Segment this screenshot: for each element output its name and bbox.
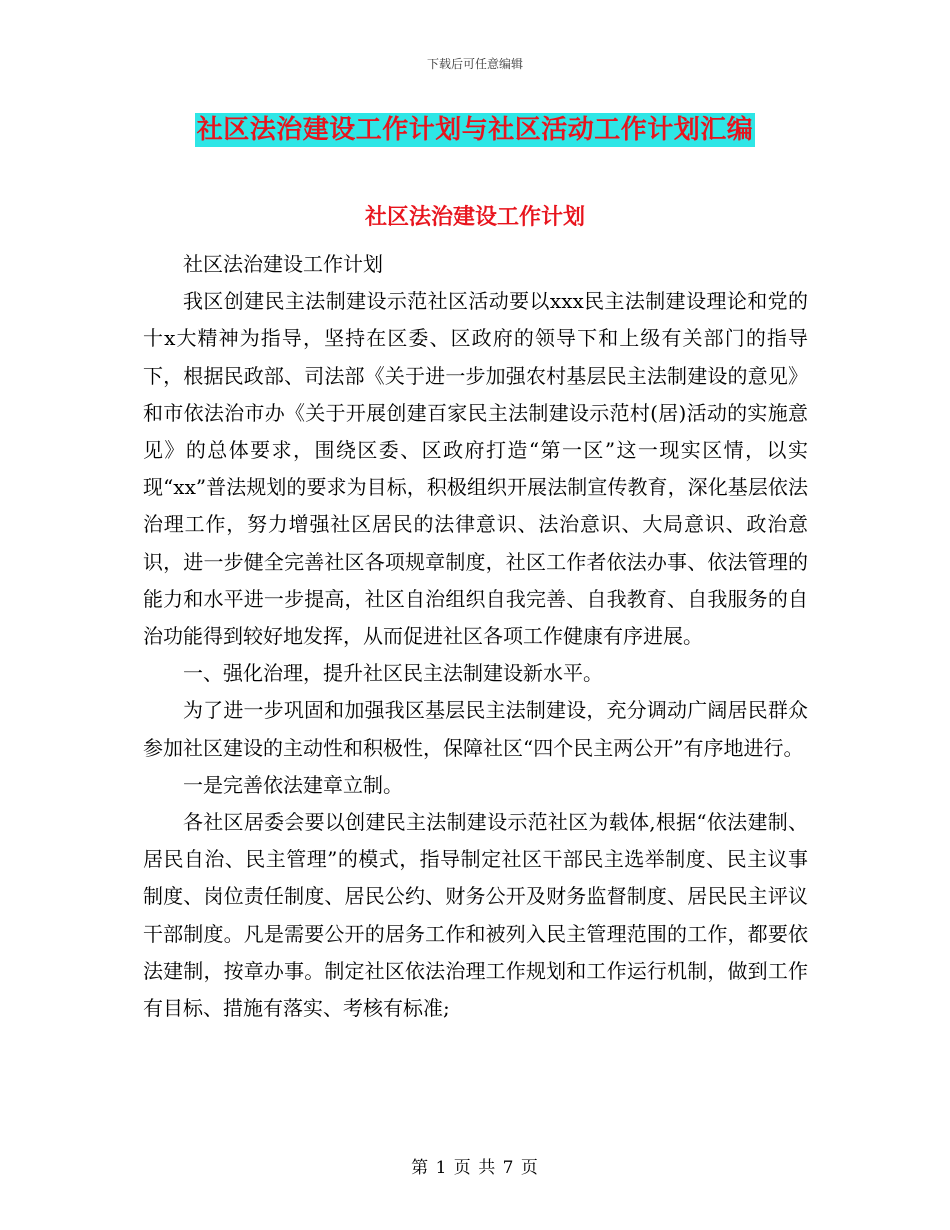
document-body xyxy=(143,222,808,1027)
paragraph: 一是完善依法建章立制。 xyxy=(183,772,403,797)
main-title: 社区法治建设工作计划与社区活动工作计划汇编 xyxy=(196,115,754,145)
paragraph: 一、强化治理，提升社区民主法制建设新水平。 xyxy=(183,661,603,686)
page-footer: 第 1 页 共 7 页 xyxy=(411,1158,539,1178)
paragraph: 社区法治建设工作计划 xyxy=(183,252,383,276)
main-title-wrap xyxy=(0,113,950,147)
paragraph: 各社区居委会要以创建民主法制建设示范社区为载体,根据“依法建制、居民自治、民主管理”的模式，指导制定社区干部民主选举制度、民主议事制度、岗位责任制度、居民公约、财务公开及财务监督制度、居民民主评议干部制度。凡是需要公开的居务工作和被列入民主管理范围的工作，都要依法建制，按章办事。制定社区依法治理工作规划和工作运行机制，做到工作有目标、措施有落实、考核有标准; xyxy=(143,810,808,1021)
header-note: 下载后可任意编辑 xyxy=(426,57,523,71)
paragraph: 为了进一步巩固和加强我区基层民主法制建设，充分调动广阔居民群众参加社区建设的主动性和积极性，保障社区“四个民主两公开”有序地进行。 xyxy=(143,698,808,760)
section-title: 社区法治建设工作计划 xyxy=(364,204,585,230)
paragraph: 我区创建民主法制建设示范社区活动要以xxx民主法制建设理论和党的十x大精神为指导，坚持在区委、区政府的领导下和上级有关部门的指导下，根据民政部、司法部《关于进一步加强农村基层民主法制建设的意见》和市依法治市办《关于开展创建百家民主法制建设示范村(居)活动的实施意见》的总体要求，围绕区委、区政府打造“第一区”这一现实区情，以实现“xx”普法规划的要求为目标，积极组织开展法制宣传教育，深化基层依法治理工作，努力增强社区居民的法律意识、法治意识、大局意识、政治意识，进一步健全完善社区各项规章制度，社区工作者依法办事、依法管理的能力和水平进一步提高，社区自治组织自我完善、自我教育、自我服务的自治功能得到较好地发挥，从而促进社区各项工作健康有序进展。 xyxy=(143,289,808,649)
